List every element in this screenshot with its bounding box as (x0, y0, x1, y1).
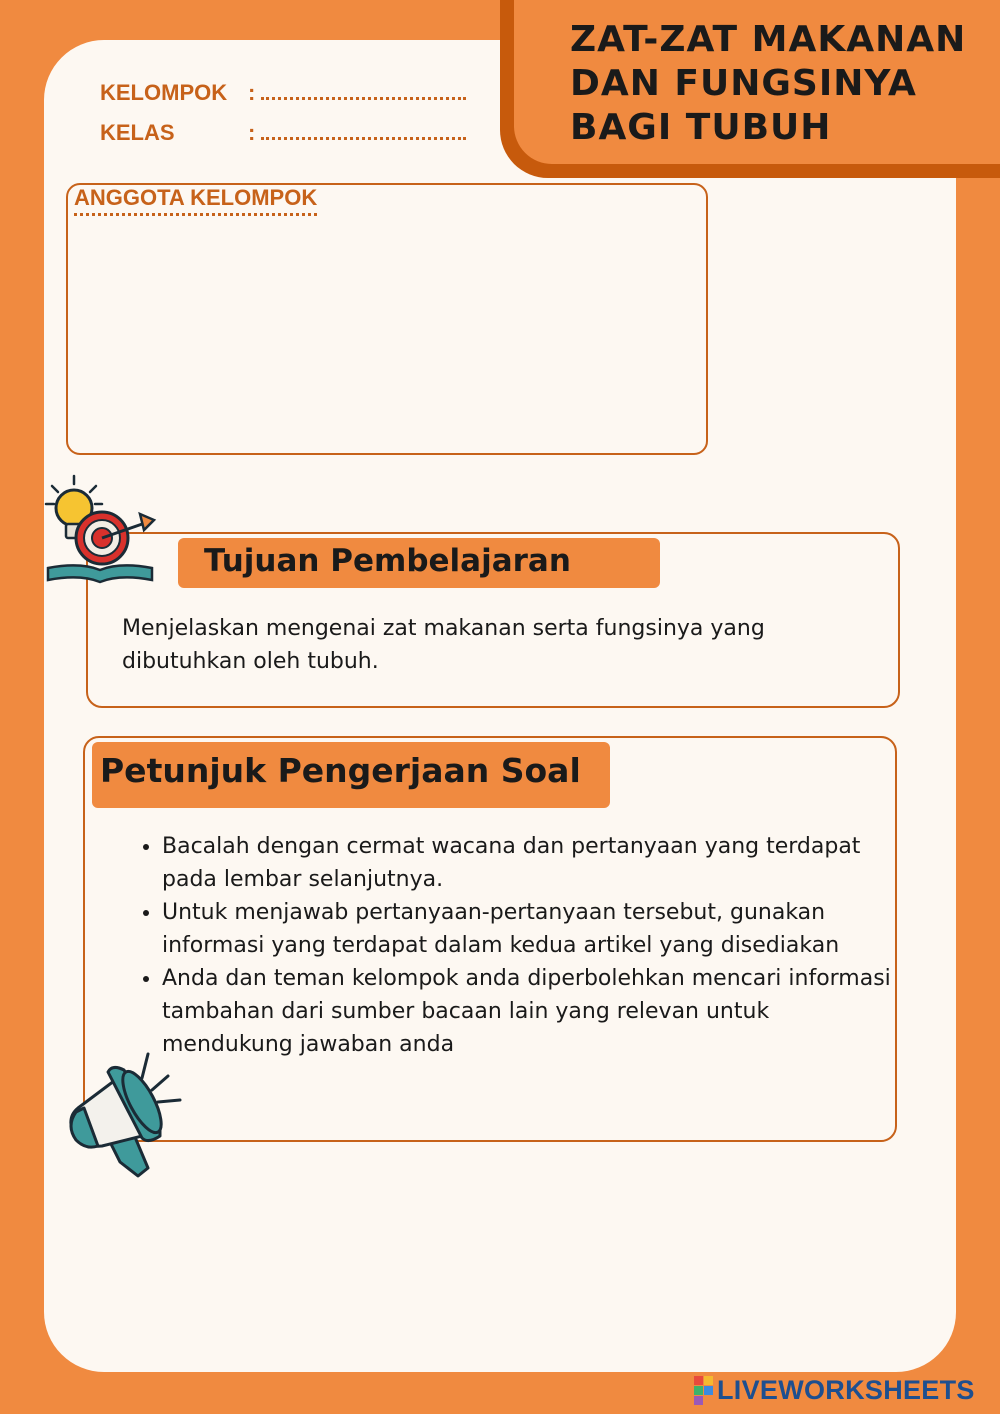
instructions-heading: Petunjuk Pengerjaan Soal (92, 742, 610, 808)
class-input-line[interactable] (261, 123, 466, 140)
class-label: KELAS (100, 120, 175, 145)
instructions-list (122, 830, 902, 1061)
instruction-item: • Bacalah dengan cermat wacana dan pertanyaan yang terdapat pada lembar selanjutnya. (162, 830, 902, 896)
brand-watermark (694, 1374, 975, 1406)
goal-text: Menjelaskan mengenai zat makanan serta fungsinya yang dibutuhkan oleh tubuh. (122, 616, 765, 674)
megaphone-icon (62, 1050, 184, 1186)
class-separator: : (248, 120, 256, 145)
class-row (100, 120, 466, 146)
members-title: ANGGOTA KELOMPOK (74, 185, 317, 216)
goal-heading: Tujuan Pembelajaran (178, 538, 660, 588)
group-input-line[interactable] (261, 83, 466, 100)
instruction-item: • Untuk menjawab pertanyaan-pertanyaan tersebut, gunakan informasi yang terdapat dalam kedua artikel yang disediakan (162, 896, 902, 962)
group-label: KELOMPOK (100, 80, 228, 105)
group-row (100, 80, 466, 106)
brand-name: LIVEWORKSHEETS (717, 1374, 975, 1405)
lightbulb-target-book-icon (40, 472, 160, 590)
title-line-2: DAN FUNGSINYA (570, 63, 917, 104)
title-line-1: ZAT-ZAT MAKANAN (570, 19, 967, 60)
title-line-3: BAGI TUBUH (570, 107, 832, 148)
page-title (570, 18, 990, 150)
brand-logo-icon (694, 1376, 713, 1405)
group-separator: : (248, 80, 256, 105)
members-box[interactable] (66, 183, 708, 455)
instruction-item: • Anda dan teman kelompok anda diperbolehkan mencari informasi tambahan dari sumber bacaan lain yang relevan untuk mendukung jawaban anda (162, 962, 902, 1061)
